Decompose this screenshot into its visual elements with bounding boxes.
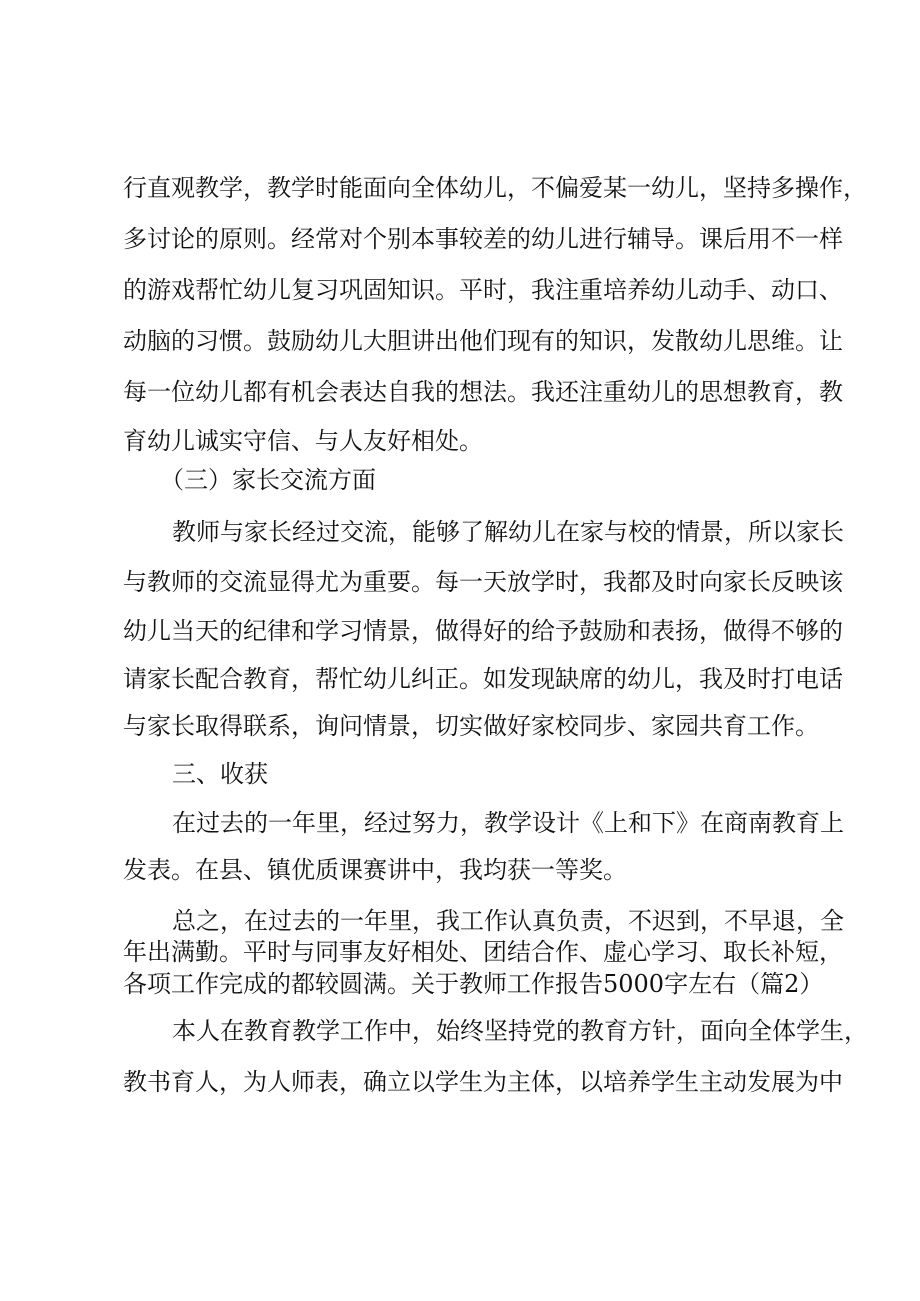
text-line: 教师与家长经过交流，能够了解幼儿在家与校的情景，所以家长 [172,518,844,546]
text-line: 育幼儿诚实守信、与人友好相处。 [123,427,483,455]
text-line: 各项工作完成的都较圆满。关于教师工作报告5000字左右（篇2） [123,970,824,998]
text-line: 多讨论的原则。经常对个别本事较差的幼儿进行辅导。课后用不一样 [123,225,843,253]
text-line: 每一位幼儿都有机会表达自我的想法。我还注重幼儿的思想教育，教 [123,378,843,406]
section-heading-parents: （三）家长交流方面 [160,466,376,494]
text-line: 请家长配合教育，帮忙幼儿纠正。如发现缺席的幼儿，我及时打电话 [123,665,843,693]
text-line: 幼儿当天的纪律和学习情景，做得好的给予鼓励和表扬，做得不够的 [123,617,843,645]
text-line: 教书育人，为人师表，确立以学生为主体，以培养学生主动发展为中 [123,1068,843,1096]
text-line: 的游戏帮忙幼儿复习巩固知识。平时，我注重培养幼儿动手、动口、 [123,276,843,304]
text-line: 总之，在过去的一年里，我工作认真负责，不迟到，不早退，全 [172,907,844,935]
text-line: 动脑的习惯。鼓励幼儿大胆讲出他们现有的知识，发散幼儿思维。让 [123,327,843,355]
text-line: 在过去的一年里，经过努力，教学设计《上和下》在商南教育上 [172,809,844,837]
text-line: 年出满勤。平时与同事友好相处、团结合作、虚心学习、取长补短， [123,938,843,966]
text-line: 与家长取得联系，询问情景，切实做好家校同步、家园共育工作。 [123,712,819,740]
text-line: 与教师的交流显得尤为重要。每一天放学时，我都及时向家长反映该 [123,568,843,596]
text-line: 发表。在县、镇优质课赛讲中，我均获一等奖。 [123,856,627,884]
section-heading-gains: 三、收获 [172,760,268,788]
text-line: 行直观教学，教学时能面向全体幼儿，不偏爱某一幼儿，坚持多操作， [123,174,867,202]
text-line: 本人在教育教学工作中，始终坚持党的教育方针，面向全体学生， [172,1017,868,1045]
